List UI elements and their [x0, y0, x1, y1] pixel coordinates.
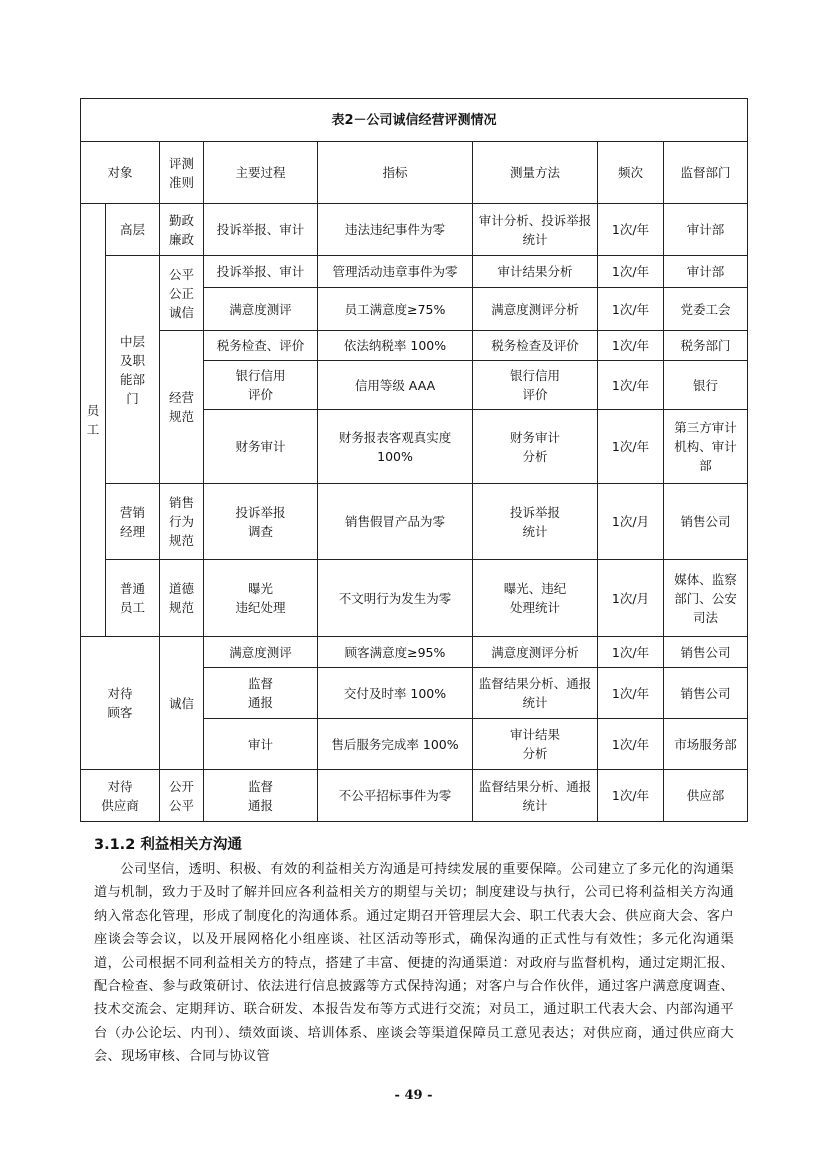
- cell-method: 审计结果 分析: [473, 719, 598, 770]
- cell-process: 满意度测评: [204, 637, 318, 668]
- group-supplier: 对待 供应商: [81, 770, 160, 822]
- cell-method: 投诉举报 统计: [473, 484, 598, 560]
- section-heading: 3.1.2 利益相关方沟通: [94, 837, 242, 853]
- criteria-fair: 公平 公正 诚信: [160, 256, 204, 331]
- cell-frequency: 1次/年: [598, 770, 664, 822]
- cell-process: 审计: [204, 719, 318, 770]
- cell-process: 投诉举报、审计: [204, 256, 318, 288]
- cell-method: 满意度测评分析: [473, 288, 598, 331]
- cell-indicator: 违法违纪事件为零: [318, 204, 473, 256]
- cell-department: 税务部门: [664, 331, 748, 361]
- cell-method: 满意度测评分析: [473, 637, 598, 668]
- table-row: [81, 331, 748, 361]
- criteria-moral: 道德 规范: [160, 560, 204, 637]
- cell-department: 市场服务部: [664, 719, 748, 770]
- cell-process: 税务检查、评价: [204, 331, 318, 361]
- cell-indicator: 不文明行为发生为零: [318, 560, 473, 637]
- criteria-sales: 销售 行为 规范: [160, 484, 204, 560]
- cell-indicator: 交付及时率 100%: [318, 668, 473, 719]
- cell-frequency: 1次/年: [598, 637, 664, 668]
- cell-frequency: 1次/年: [598, 256, 664, 288]
- cell-method: 曝光、违纪 处理统计: [473, 560, 598, 637]
- cell-method: 税务检查及评价: [473, 331, 598, 361]
- table-header-row: [81, 142, 748, 204]
- cell-process: 满意度测评: [204, 288, 318, 331]
- body-paragraph: 公司坚信，透明、积极、有效的利益相关方沟通是可持续发展的重要保障。公司建立了多元化的沟通渠道与机制，致力于及时了解并回应各利益相关方的期望与关切；制度建设与执行，公司已将利益相关方沟通纳入常态化管理，形成了制度化的沟通体系。通过定期召开管理层大会、职工代表大会、供应商大会、客户座谈会等会议，以及开展网格化小组座谈、社区活动等形式，确保沟通的正式性与有效性；多元化沟通渠道，公司根据不同利益相关方的特点，搭建了丰富、便捷的沟通渠道：对政府与监督机构，通过定期汇报、配合检查、参与政策研讨、依法进行信息披露等方式保持沟通；对客户与合作伙伴，通过客户满意度调查、技术交流会、定期拜访、联合研发、本报告发布等方式进行交流；对员工，通过职工代表大会、内部沟通平台（办公论坛、内刊）、绩效面谈、培训体系、座谈会等渠道保障员工意见表达；对供应商，通过供应商大会、现场审核、合同与协议管: [94, 862, 734, 1065]
- header-target: 对象: [81, 142, 160, 204]
- table-row: [81, 256, 748, 288]
- cell-department: 银行: [664, 361, 748, 410]
- cell-frequency: 1次/年: [598, 361, 664, 410]
- subgroup-general: 普通 员工: [106, 560, 160, 637]
- cell-process: 投诉举报 调查: [204, 484, 318, 560]
- cell-method: 审计结果分析: [473, 256, 598, 288]
- cell-process: 投诉举报、审计: [204, 204, 318, 256]
- cell-frequency: 1次/年: [598, 668, 664, 719]
- header-frequency: 频次: [598, 142, 664, 204]
- table-title: 表2－公司诚信经营评测情况: [81, 99, 748, 142]
- cell-indicator: 信用等级 AAA: [318, 361, 473, 410]
- header-department: 监督部门: [664, 142, 748, 204]
- table-row: [81, 560, 748, 637]
- cell-department: 销售公司: [664, 484, 748, 560]
- subgroup-middle: 中层 及职 能部 门: [106, 256, 160, 484]
- cell-frequency: 1次/年: [598, 331, 664, 361]
- subgroup-top: 高层: [106, 204, 160, 256]
- cell-department: 审计部: [664, 256, 748, 288]
- cell-method: 审计分析、投诉举报 统计: [473, 204, 598, 256]
- cell-department: 第三方审计 机构、审计 部: [664, 410, 748, 484]
- header-method: 测量方法: [473, 142, 598, 204]
- cell-indicator: 管理活动违章事件为零: [318, 256, 473, 288]
- table-row: [81, 484, 748, 560]
- cell-method: 监督结果分析、通报 统计: [473, 770, 598, 822]
- cell-indicator: 售后服务完成率 100%: [318, 719, 473, 770]
- cell-frequency: 1次/年: [598, 719, 664, 770]
- cell-department: 销售公司: [664, 668, 748, 719]
- criteria-diligence: 勤政 廉政: [160, 204, 204, 256]
- cell-indicator: 不公平招标事件为零: [318, 770, 473, 822]
- integrity-evaluation-table: [80, 98, 748, 822]
- cell-frequency: 1次/月: [598, 484, 664, 560]
- page-number: - 49 -: [394, 1088, 433, 1103]
- cell-indicator: 销售假冒产品为零: [318, 484, 473, 560]
- subgroup-sales: 营销 经理: [106, 484, 160, 560]
- cell-process: 曝光 违纪处理: [204, 560, 318, 637]
- cell-process: 银行信用 评价: [204, 361, 318, 410]
- table-row: [81, 637, 748, 668]
- cell-department: 党委工会: [664, 288, 748, 331]
- cell-method: 财务审计 分析: [473, 410, 598, 484]
- cell-frequency: 1次/月: [598, 560, 664, 637]
- header-indicator: 指标: [318, 142, 473, 204]
- cell-indicator: 财务报表客观真实度 100%: [318, 410, 473, 484]
- cell-frequency: 1次/年: [598, 410, 664, 484]
- table-row: [81, 204, 748, 256]
- table-row: [81, 770, 748, 822]
- cell-method: 银行信用 评价: [473, 361, 598, 410]
- header-criteria: 评测 准则: [160, 142, 204, 204]
- cell-department: 供应部: [664, 770, 748, 822]
- cell-process: 监督 通报: [204, 770, 318, 822]
- cell-indicator: 员工满意度≥75%: [318, 288, 473, 331]
- header-process: 主要过程: [204, 142, 318, 204]
- group-employee: 员 工: [81, 204, 106, 637]
- criteria-integrity: 诚信: [160, 637, 204, 770]
- group-customer: 对待 顾客: [81, 637, 160, 770]
- cell-frequency: 1次/年: [598, 288, 664, 331]
- cell-frequency: 1次/年: [598, 204, 664, 256]
- criteria-open: 公开 公平: [160, 770, 204, 822]
- cell-process: 监督 通报: [204, 668, 318, 719]
- cell-indicator: 依法纳税率 100%: [318, 331, 473, 361]
- criteria-operation: 经营 规范: [160, 331, 204, 484]
- cell-method: 监督结果分析、通报 统计: [473, 668, 598, 719]
- cell-department: 审计部: [664, 204, 748, 256]
- cell-indicator: 顾客满意度≥95%: [318, 637, 473, 668]
- cell-process: 财务审计: [204, 410, 318, 484]
- cell-department: 销售公司: [664, 637, 748, 668]
- cell-department: 媒体、监察 部门、公安 司法: [664, 560, 748, 637]
